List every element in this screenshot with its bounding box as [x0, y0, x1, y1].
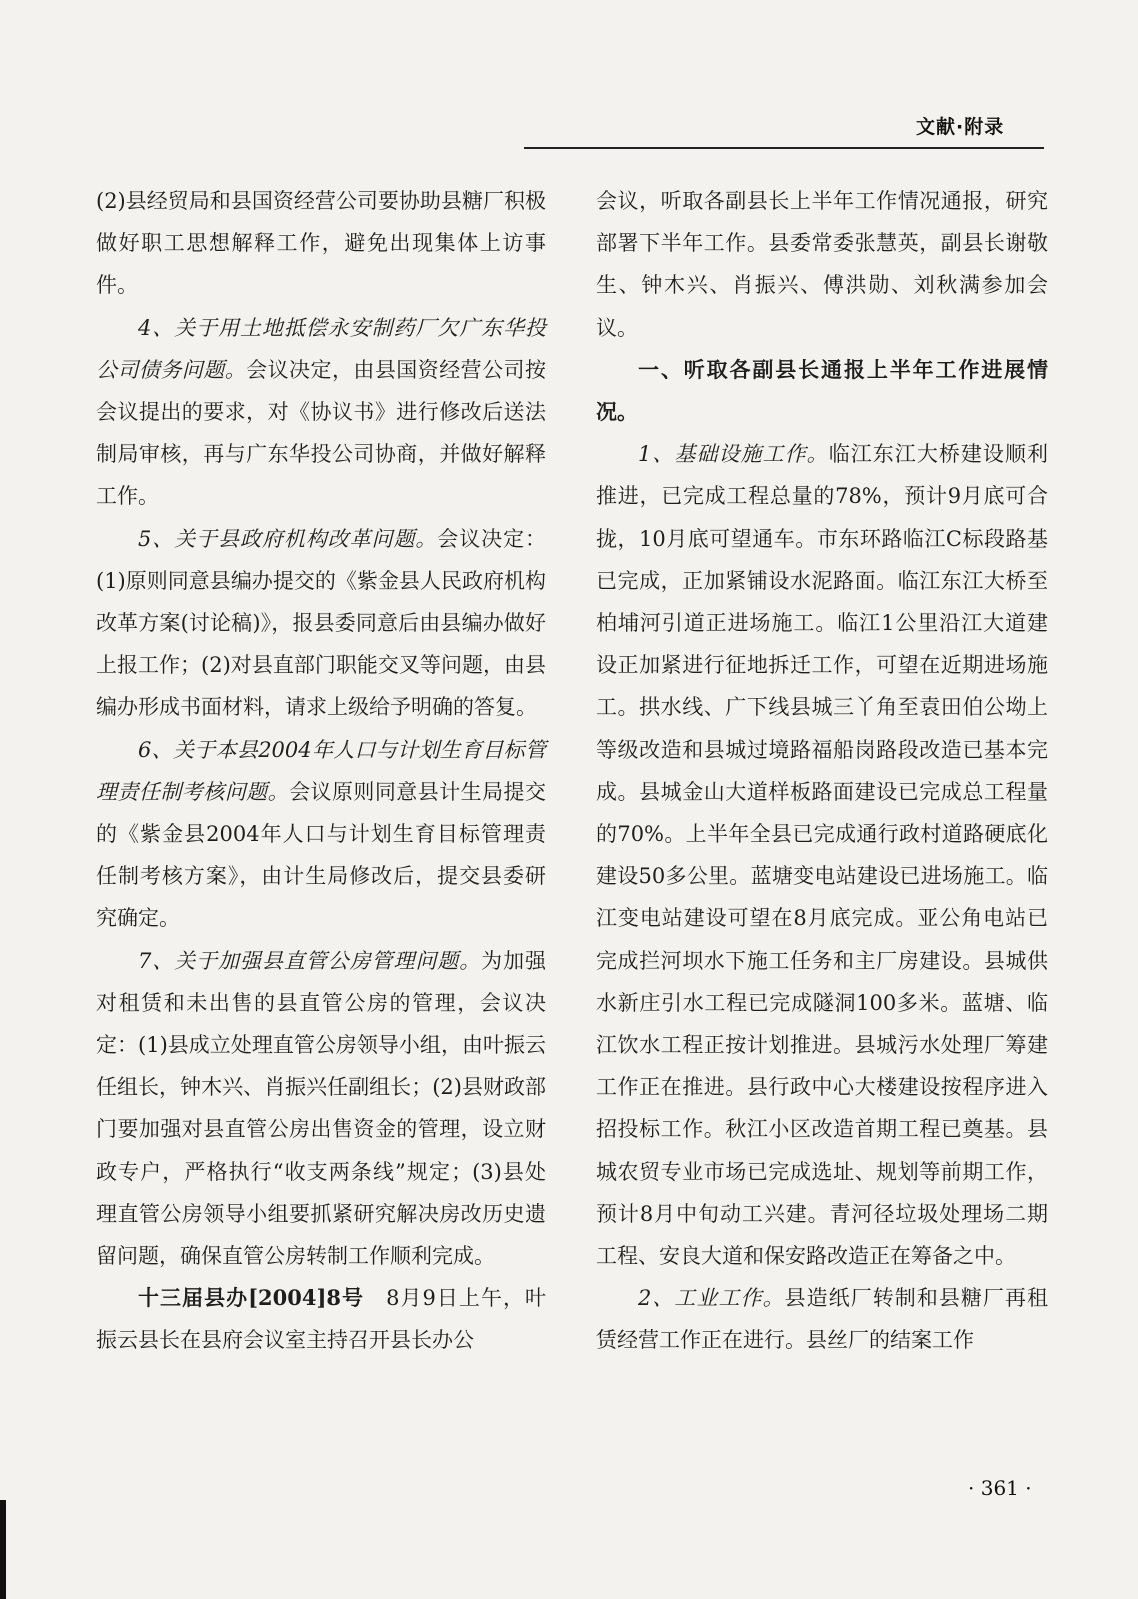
paragraph: 5、关于县政府机构改革问题。会议决定：(1)原则同意县编办提交的《紫金县人民政府机构改革方案(讨论稿)》，报县委同意后由县编办做好上报工作；(2)对县直部门职能交叉等问题，由县编办形成书面材料，请求上级给予明确的答复。 — [96, 526, 546, 720]
header-rule — [524, 147, 1044, 149]
paragraph: 7、关于加强县直管公房管理问题。为加强对租赁和未出售的县直管公房的管理，会议决定：(1)县成立处理直管公房领导小组，由叶振云任组长，钟木兴、肖振兴任副组长；(2)县财政部门要加强对县直管公房出售资金的管理，设立财政专户，严格执行“收支两条线”规定；(3)县处理直管公房领导小组要抓紧研究解决房改历史遗留问题，确保直管公房转制工作顺利完成。 — [96, 948, 546, 1269]
paragraph: 1、基础设施工作。临江东江大桥建设顺利推进，已完成工程总量的78%，预计9月底可合拢，10月底可望通车。市东环路临江C标段路基已完成，正加紧铺设水泥路面。临江东江大桥至柏埔河引道正进场施工。临江1公里沿江大道建设正加紧进行征地拆迁工作，可望在近期进场施工。拱水线、广下线县城三丫角至袁田伯公坳上等级改造和县城过境路福船岗路段改造已基本完成。县城金山大道样板路面建设已完成总工程量的70%。上半年全县已完成通行政村道路硬底化建设50多公里。蓝塘变电站建设已进场施工。临江变电站建设可望在8月底完成。亚公角电站已完成拦河坝水下施工任务和主厂房建设。县城供水新庄引水工程已完成隧洞100多米。蓝塘、临江饮水工程正按计划推进。县城污水处理厂筹建工作正在推进。县行政中心大楼建设按程序进入招投标工作。秋江小区改造首期工程已奠基。县城农贸专业市场已完成选址、规划等前期工作，预计8月中旬动工兴建。青河径垃圾处理场二期工程、安良大道和保安路改造正在筹备之中。 — [596, 442, 1048, 1269]
scan-edge — [0, 1500, 6, 1599]
paragraph-heading: 4、关于用土地抵偿永安制药厂欠广东华投公司债务问题。 — [96, 315, 546, 382]
paragraph-heading: 1、基础设施工作。 — [638, 442, 829, 467]
paragraph: (2)县经贸局和县国资经营公司要协助县糖厂积极做好职工思想解释工作，避免出现集体上访事件。 — [96, 189, 546, 298]
paragraph — [596, 349, 1048, 433]
document-number: 十三届县办[2004]8号 — [138, 1285, 365, 1311]
paragraph: 6、关于本县2004年人口与计划生育目标管理责任制考核问题。会议原则同意县计生局提交的《紫金县2004年人口与计划生育目标管理责任制考核方案》，由计生局修改后，提交县委研究确定。 — [96, 737, 547, 931]
section-heading: 一、听取各副县长通报上半年工作进展情况。 — [596, 356, 1048, 425]
page-number: · 361 · — [968, 1476, 1032, 1500]
paragraph-heading: 6、关于本县2004年人口与计划生育目标管理责任制考核问题。 — [96, 737, 546, 804]
left-column — [96, 180, 546, 1362]
paragraph: 会议，听取各副县长上半年工作情况通报，研究部署下半年工作。县委常委张慧英，副县长谢敬生、钟木兴、肖振兴、傅洪勋、刘秋满参加会议。 — [596, 189, 1048, 340]
paragraph: 十三届县办[2004]8号 8月9日上午，叶振云县长在县府会议室主持召开县长办公 — [96, 1285, 546, 1353]
section-header: 文献·附录 — [916, 116, 1005, 138]
paragraph-heading: 2、工业工作。 — [638, 1286, 785, 1311]
paragraph-heading: 7、关于加强县直管公房管理问题。 — [138, 948, 482, 973]
right-column — [596, 180, 1048, 1362]
paragraph: 2、工业工作。县造纸厂转制和县糖厂再租赁经营工作正在进行。县丝厂的结案工作 — [596, 1286, 1048, 1353]
paragraph-heading: 5、关于县政府机构改革问题。 — [138, 526, 438, 551]
paragraph: 4、关于用土地抵偿永安制药厂欠广东华投公司债务问题。会议决定，由县国资经营公司按会议提出的要求，对《协议书》进行修改后送法制局审核，再与广东华投公司协商，并做好解释工作。 — [96, 315, 547, 509]
